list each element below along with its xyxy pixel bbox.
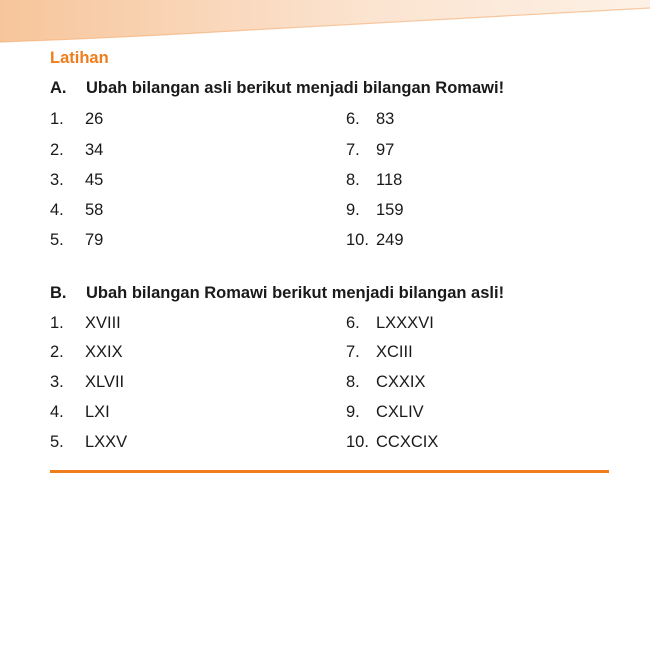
- item-value: LXXXVI: [376, 314, 434, 332]
- item-number: 2.: [50, 343, 64, 361]
- section-letter: A.: [50, 79, 67, 97]
- header-decoration: [0, 0, 650, 46]
- item-value: 58: [85, 201, 104, 219]
- item-number: 6.: [346, 110, 360, 128]
- list-item: [50, 140, 103, 160]
- item-number: 6.: [346, 314, 360, 332]
- list-item: [50, 313, 121, 333]
- item-number: 5.: [50, 433, 64, 451]
- list-item: [50, 230, 103, 250]
- item-value: 26: [85, 110, 104, 128]
- section-divider: [50, 470, 609, 473]
- item-number: 8.: [346, 373, 360, 391]
- list-item: [346, 432, 438, 452]
- list-item: [50, 109, 103, 129]
- item-number: 1.: [50, 110, 64, 128]
- item-number: 5.: [50, 231, 64, 249]
- item-number: 3.: [50, 171, 64, 189]
- list-item: [50, 372, 124, 392]
- list-item: [346, 200, 404, 220]
- section-heading-text: Ubah bilangan asli berikut menjadi bilangan Romawi!: [86, 79, 505, 97]
- item-value: XXIX: [85, 343, 123, 361]
- item-value: XVIII: [85, 314, 121, 332]
- section-b-heading: [50, 284, 504, 303]
- item-value: CXXIX: [376, 373, 426, 391]
- item-number: 9.: [346, 403, 360, 421]
- item-number: 7.: [346, 343, 360, 361]
- list-item: [346, 170, 402, 190]
- list-item: [346, 140, 394, 160]
- item-value: 249: [376, 231, 404, 249]
- item-value: 97: [376, 141, 395, 159]
- item-number: 9.: [346, 201, 360, 219]
- item-value: LXXV: [85, 433, 128, 451]
- item-number: 10.: [346, 231, 369, 249]
- list-item: [346, 342, 413, 362]
- list-item: [346, 313, 434, 333]
- item-number: 4.: [50, 201, 64, 219]
- item-number: 4.: [50, 403, 64, 421]
- item-value: XLVII: [85, 373, 125, 391]
- item-value: CCXCIX: [376, 433, 439, 451]
- list-item: [346, 372, 426, 392]
- list-item: [50, 402, 110, 422]
- section-a-heading: [50, 79, 504, 98]
- item-value: 34: [85, 141, 104, 159]
- list-item: [346, 402, 424, 422]
- item-number: 3.: [50, 373, 64, 391]
- list-item: [346, 230, 404, 250]
- item-value: 118: [376, 171, 403, 189]
- section-heading-text: Ubah bilangan Romawi berikut menjadi bilangan asli!: [86, 284, 505, 302]
- exercise-title: Latihan: [50, 49, 109, 67]
- item-value: XCIII: [376, 343, 413, 361]
- list-item: [50, 200, 103, 220]
- list-item: [50, 342, 123, 362]
- item-value: 83: [376, 110, 395, 128]
- list-item: [346, 109, 394, 129]
- item-number: 2.: [50, 141, 64, 159]
- section-letter: B.: [50, 284, 67, 302]
- item-value: CXLIV: [376, 403, 424, 421]
- item-value: 79: [85, 231, 104, 249]
- list-item: [50, 432, 127, 452]
- item-value: 159: [376, 201, 404, 219]
- item-number: 7.: [346, 141, 360, 159]
- item-number: 10.: [346, 433, 369, 451]
- item-number: 8.: [346, 171, 360, 189]
- list-item: [50, 170, 103, 190]
- item-value: LXI: [85, 403, 110, 421]
- item-value: 45: [85, 171, 104, 189]
- item-number: 1.: [50, 314, 64, 332]
